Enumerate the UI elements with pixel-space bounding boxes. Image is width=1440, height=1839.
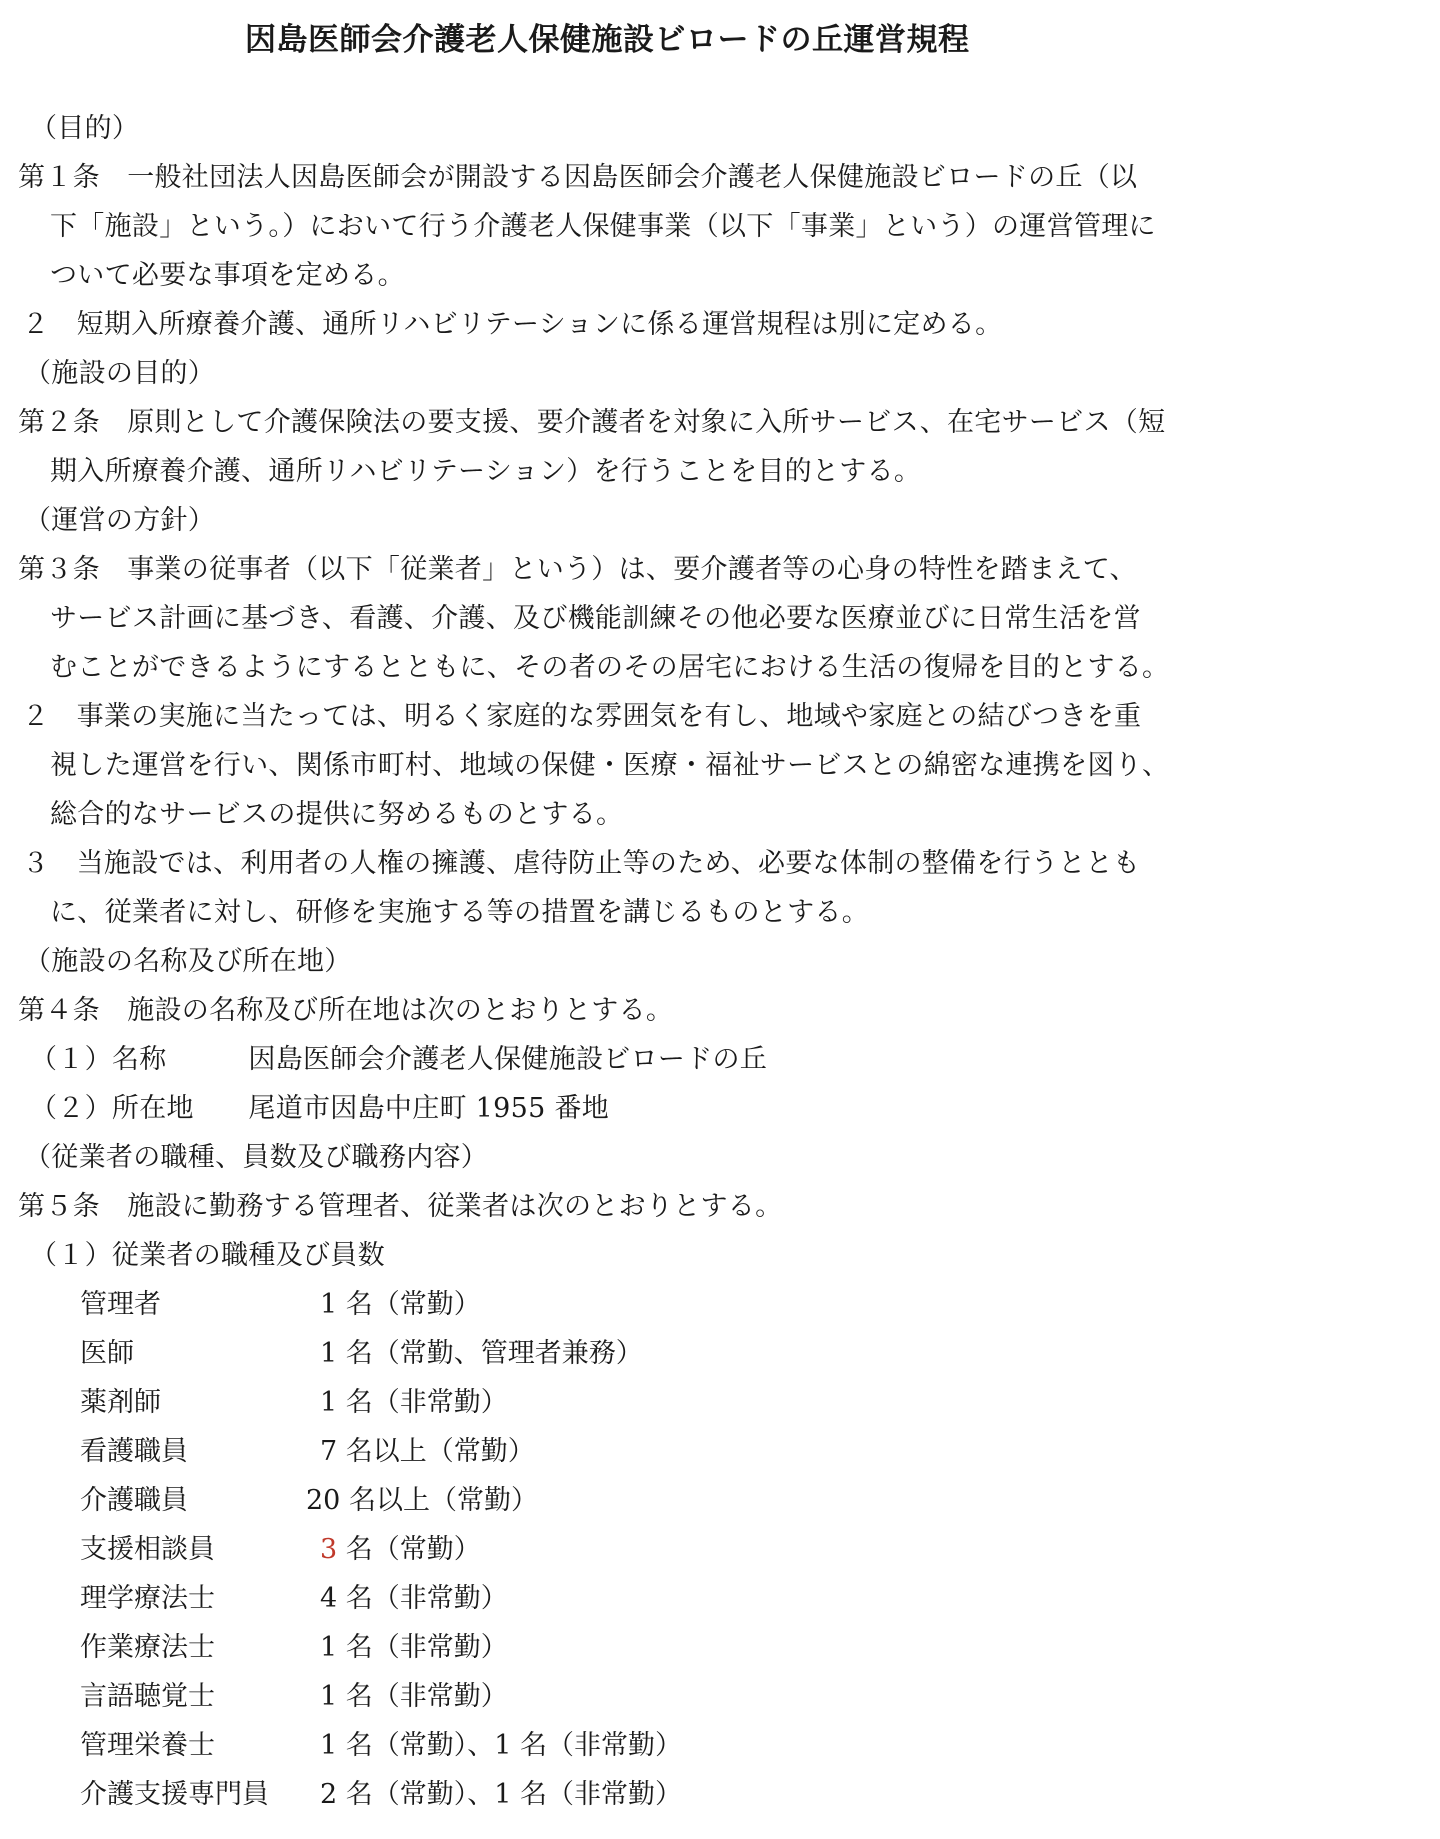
staff-count-detail: 名（常勤、管理者兼務） (337, 1338, 643, 1369)
article-5-line-1: 第５条 施設に勤務する管理者、従業者は次のとおりとする。 (18, 1191, 783, 1222)
staff-count-number: 1 (320, 1730, 338, 1761)
staff-count-detail: 名（常勤）、1 名（非常勤） (337, 1730, 683, 1761)
article-3-clause-3-line-1: ３ 当施設では、利用者の人権の擁護、虐待防止等のため、必要な体制の整備を行うととも (22, 848, 1141, 879)
staff-count-detail: 名（常勤） (337, 1289, 481, 1320)
document-title: 因島医師会介護老人保健施設ビロードの丘運営規程 (245, 22, 970, 58)
article-5-item-1: （１）従業者の職種及び員数 (30, 1240, 385, 1271)
staff-count (320, 1729, 682, 1763)
staff-count-number: 20 (306, 1485, 341, 1516)
heading-operation-policy: （運営の方針） (24, 505, 216, 536)
staff-count (320, 1680, 508, 1714)
staff-role: 看護職員 (80, 1436, 188, 1467)
staff-count (320, 1386, 508, 1420)
staff-count-number: 1 (320, 1289, 338, 1320)
article-4-item-name: （１）名称 因島医師会介護老人保健施設ビロードの丘 (30, 1044, 768, 1075)
staff-count-detail: 名（常勤） (337, 1534, 481, 1565)
staff-count-number: 4 (320, 1583, 338, 1614)
staff-role: 薬剤師 (80, 1387, 161, 1418)
article-1-line-1: 第１条 一般社団法人因島医師会が開設する因島医師会介護老人保健施設ビロードの丘（以 (18, 162, 1138, 193)
article-1-clause-2: ２ 短期入所療養介護、通所リハビリテーションに係る運営規程は別に定める。 (22, 309, 1003, 340)
article-4-line-1: 第４条 施設の名称及び所在地は次のとおりとする。 (18, 995, 674, 1026)
staff-count-number-highlighted: 3 (320, 1534, 338, 1565)
staff-count-number: 1 (320, 1338, 338, 1369)
staff-count-detail: 名（非常勤） (337, 1681, 508, 1712)
staff-count (306, 1484, 538, 1518)
heading-facility-purpose: （施設の目的） (24, 358, 216, 389)
heading-purpose: （目的） (30, 113, 140, 144)
staff-role: 介護支援専門員 (80, 1779, 269, 1810)
article-2-line-2: 期入所療養介護、通所リハビリテーション）を行うことを目的とする。 (50, 456, 922, 487)
staff-count-detail: 名（非常勤） (337, 1583, 508, 1614)
staff-count-detail: 名（非常勤） (337, 1632, 508, 1663)
staff-role: 言語聴覚士 (80, 1681, 215, 1712)
staff-count-number: 7 (320, 1436, 338, 1467)
staff-count (320, 1631, 508, 1665)
heading-name-location: （施設の名称及び所在地） (24, 946, 352, 977)
staff-count-detail: 名（常勤）、1 名（非常勤） (337, 1779, 683, 1810)
article-3-clause-2-line-3: 総合的なサービスの提供に努めるものとする。 (50, 799, 624, 830)
article-3-line-3: むことができるようにするとともに、その者のその居宅における生活の復帰を目的とする。 (50, 652, 1170, 683)
heading-staff: （従業者の職種、員数及び職務内容） (24, 1142, 489, 1173)
article-2-line-1: 第２条 原則として介護保険法の要支援、要介護者を対象に入所サービス、在宅サービス（短 (18, 407, 1166, 438)
staff-role: 介護職員 (80, 1485, 188, 1516)
staff-count (320, 1582, 508, 1616)
staff-count-number: 1 (320, 1632, 338, 1663)
article-3-clause-2-line-1: ２ 事業の実施に当たっては、明るく家庭的な雰囲気を有し、地域や家庭との結びつきを重 (22, 701, 1142, 732)
article-3-line-2: サービス計画に基づき、看護、介護、及び機能訓練その他必要な医療並びに日常生活を営 (50, 603, 1141, 634)
article-1-line-3: ついて必要な事項を定める。 (50, 260, 405, 291)
staff-count (320, 1288, 481, 1322)
article-3-clause-3-line-2: に、従業者に対し、研修を実施する等の措置を講じるものとする。 (50, 897, 869, 928)
staff-count-number: 1 (320, 1681, 338, 1712)
staff-count-detail: 名以上（常勤） (340, 1485, 538, 1516)
staff-count (320, 1533, 481, 1567)
article-3-line-1: 第３条 事業の従事者（以下「従業者」という）は、要介護者等の心身の特性を踏まえて、 (18, 554, 1137, 585)
staff-count-detail: 名以上（常勤） (337, 1436, 535, 1467)
article-1-line-2: 下「施設」という。）において行う介護老人保健事業（以下「事業」という）の運営管理に (50, 211, 1156, 242)
staff-count-number: 2 (320, 1779, 338, 1810)
article-4-item-location: （２）所在地 尾道市因島中庄町 1955 番地 (30, 1093, 610, 1124)
staff-count (320, 1337, 643, 1371)
staff-count (320, 1435, 535, 1469)
staff-role: 管理栄養士 (80, 1730, 215, 1761)
staff-role: 支援相談員 (80, 1534, 215, 1565)
staff-role: 管理者 (80, 1289, 161, 1320)
staff-count (320, 1778, 682, 1812)
staff-role: 医師 (80, 1338, 134, 1369)
article-3-clause-2-line-2: 視した運営を行い、関係市町村、地域の保健・医療・福祉サービスとの綿密な連携を図り、 (50, 750, 1170, 781)
staff-role: 理学療法士 (80, 1583, 215, 1614)
staff-count-detail: 名（非常勤） (337, 1387, 508, 1418)
staff-role: 作業療法士 (80, 1632, 215, 1663)
staff-count-number: 1 (320, 1387, 338, 1418)
